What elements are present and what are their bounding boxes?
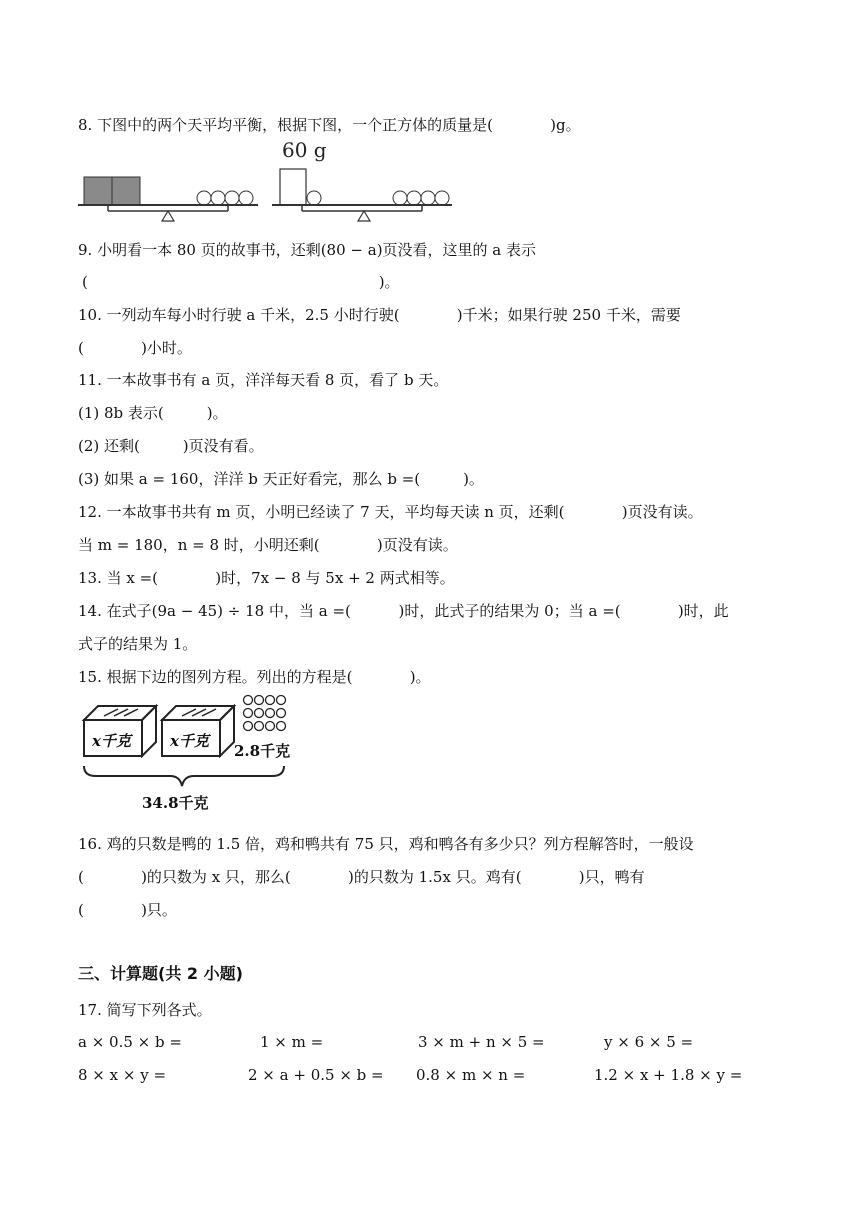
calc-item: 1.2 × x + 1.8 × y = [594,1066,743,1084]
question-12-line1: 12. 一本故事书共有 m 页，小明已经读了 7 天，平均每天读 n 页，还剩( )页没有读。 [78,503,703,521]
question-15: 15. 根据下边的图列方程。列出的方程是( )。 [78,668,431,686]
apples-label: 2.8千克 [234,742,291,760]
question-8: 8. 下图中的两个天平均平衡，根据下图，一个正方体的质量是( )g。 [78,116,581,134]
question-12-line2: 当 m = 180，n = 8 时，小明还剩( )页没有读。 [78,536,458,554]
question-11: 11. 一本故事书有 a 页，洋洋每天看 8 页，看了 b 天。 [78,371,449,389]
question-13: 13. 当 x =( )时，7x − 8 与 5x + 2 两式相等。 [78,569,455,587]
question-17: 17. 简写下列各式。 [78,1001,212,1019]
box2-label: x千克 [170,732,209,750]
calc-item: y × 6 × 5 = [604,1033,694,1051]
question-16-line2: ( )的只数为 x 只，那么( )的只数为 1.5x 只。鸡有( )只，鸭有 [78,868,645,886]
question-16-line3: ( )只。 [78,901,177,919]
weight-label: 60 g [282,138,327,162]
calc-item: a × 0.5 × b = [78,1033,182,1051]
question-9-line1: 9. 小明看一本 80 页的故事书，还剩(80 − a)页没看，这里的 a 表示 [78,241,537,259]
question-11-part2: (2) 还剩( )页没有看。 [78,437,264,455]
calc-item: 3 × m + n × 5 = [418,1033,545,1051]
box1-label: x千克 [92,732,131,750]
balance-figure [78,135,463,223]
question-11-part3: (3) 如果 a = 160，洋洋 b 天正好看完，那么 b =( )。 [78,470,484,488]
calc-item: 1 × m = [260,1033,324,1051]
question-9-line2: ( )。 [82,273,400,291]
calc-item: 2 × a + 0.5 × b = [248,1066,384,1084]
question-14-line2: 式子的结果为 1。 [78,635,198,653]
question-16-line1: 16. 鸡的只数是鸭的 1.5 倍，鸡和鸭共有 75 只，鸡和鸭各有多少只？列方程解答时，一般设 [78,835,694,853]
question-10-line1: 10. 一列动车每小时行驶 a 千米，2.5 小时行驶( )千米；如果行驶 250 千米，需要 [78,306,681,324]
section-title: 三、计算题(共 2 小题) [78,964,243,983]
question-11-part1: (1) 8b 表示( )。 [78,404,228,422]
question-10-line2: ( )小时。 [78,339,192,357]
calc-item: 0.8 × m × n = [416,1066,526,1084]
boxes-figure [78,690,308,818]
calc-item: 8 × x × y = [78,1066,167,1084]
question-14-line1: 14. 在式子(9a − 45) ÷ 18 中，当 a =( )时，此式子的结果为 0；当 a =( )时，此 [78,602,729,620]
total-label: 34.8千克 [142,794,209,812]
